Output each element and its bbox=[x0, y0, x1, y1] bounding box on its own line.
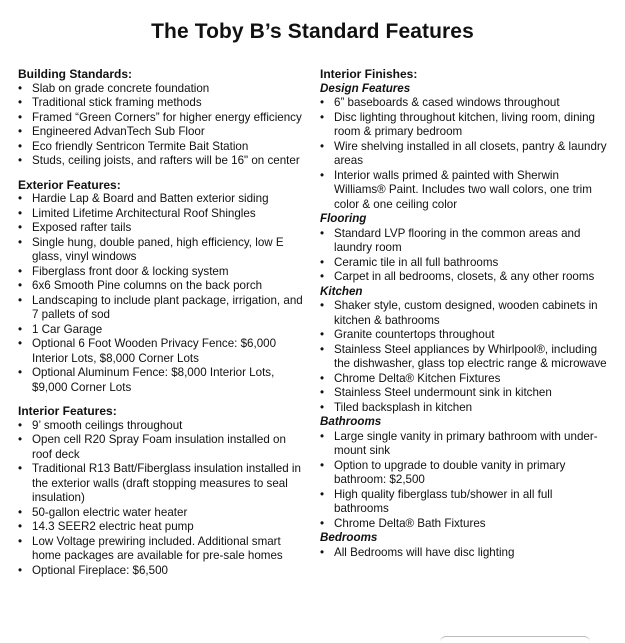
flooring-subheading: Flooring bbox=[320, 212, 367, 225]
list-item: • Landscaping to include plant package, irrigation, and 7 pallets of sod bbox=[18, 294, 308, 323]
list-item: • Traditional R13 Batt/Fiberglass insulation installed in the exterior walls (draft stopping measures to seal insulation) bbox=[18, 462, 308, 506]
list-item: • Disc lighting throughout kitchen, living room, dining room & primary bedroom bbox=[320, 111, 610, 140]
interior-features-heading: Interior Features: bbox=[18, 404, 117, 418]
building-standards-heading: Building Standards: bbox=[18, 67, 132, 81]
list-item: • Single hung, double paned, high efficiency, low E glass, vinyl windows bbox=[18, 236, 308, 265]
building-standards-section bbox=[18, 67, 308, 169]
list-item: • 14.3 SEER2 electric heat pump bbox=[18, 520, 308, 535]
bathrooms-list bbox=[320, 430, 610, 532]
list-item: • All Bedrooms will have disc lighting bbox=[320, 546, 610, 561]
list-item: • Optional Aluminum Fence: $8,000 Interior Lots, $9,000 Corner Lots bbox=[18, 366, 308, 395]
list-item: • Slab on grade concrete foundation bbox=[18, 82, 308, 97]
list-item: • Chrome Delta® Bath Fixtures bbox=[320, 517, 610, 532]
interior-finishes-heading: Interior Finishes: bbox=[320, 67, 418, 81]
list-item: • 6” baseboards & cased windows throughout bbox=[320, 96, 610, 111]
list-item: • Large single vanity in primary bathroom with under-mount sink bbox=[320, 430, 610, 459]
list-item: • 50-gallon electric water heater bbox=[18, 506, 308, 521]
flooring-list bbox=[320, 227, 610, 285]
list-item: • Interior walls primed & painted with Sherwin Williams® Paint. Includes two wall colors, one trim color & one ceiling color bbox=[320, 169, 610, 213]
list-item: • Traditional stick framing methods bbox=[18, 96, 308, 111]
interior-features-list bbox=[18, 419, 308, 579]
list-item: • Fiberglass front door & locking system bbox=[18, 265, 308, 280]
list-item: • Stainless Steel undermount sink in kitchen bbox=[320, 386, 610, 401]
list-item: • Granite countertops throughout bbox=[320, 328, 610, 343]
list-item: • Framed “Green Corners” for higher energy efficiency bbox=[18, 111, 308, 126]
list-item: • Limited Lifetime Architectural Roof Shingles bbox=[18, 207, 308, 222]
list-item: • Optional 6 Foot Wooden Privacy Fence: $6,000 Interior Lots, $8,000 Corner Lots bbox=[18, 337, 308, 366]
list-item: • Wire shelving installed in all closets, pantry & laundry areas bbox=[320, 140, 610, 169]
list-item: • Chrome Delta® Kitchen Fixtures bbox=[320, 372, 610, 387]
list-item: • Engineered AdvanTech Sub Floor bbox=[18, 125, 308, 140]
kitchen-subheading: Kitchen bbox=[320, 284, 363, 298]
list-item: • 6x6 Smooth Pine columns on the back porch bbox=[18, 279, 308, 294]
left-column bbox=[18, 67, 308, 587]
list-item: • Optional Fireplace: $6,500 bbox=[18, 564, 308, 579]
bedrooms-list bbox=[320, 546, 610, 561]
design-features-list bbox=[320, 96, 610, 212]
list-item: • Carpet in all bedrooms, closets, & any other rooms bbox=[320, 270, 610, 285]
list-item: • Standard LVP flooring in the common areas and laundry room bbox=[320, 227, 610, 256]
list-item: • Ceramic tile in all full bathrooms bbox=[320, 256, 610, 271]
bottom-divider bbox=[440, 636, 590, 643]
list-item: • Stainless Steel appliances by Whirlpool®, including the dishwasher, glass top electric range & microwave bbox=[320, 343, 610, 372]
list-item: • 1 Car Garage bbox=[18, 323, 308, 338]
page-title: The Toby B’s Standard Features bbox=[151, 20, 474, 43]
exterior-features-list bbox=[18, 192, 308, 395]
list-item: • Open cell R20 Spray Foam insulation installed on roof deck bbox=[18, 433, 308, 462]
bedrooms-subheading: Bedrooms bbox=[320, 531, 378, 544]
right-column bbox=[320, 67, 610, 560]
kitchen-list bbox=[320, 299, 610, 415]
interior-features-section bbox=[18, 404, 308, 578]
list-item: • Eco friendly Sentricon Termite Bait Station bbox=[18, 140, 308, 155]
list-item: • Option to upgrade to double vanity in primary bathroom: $2,500 bbox=[320, 459, 610, 488]
list-item: • Studs, ceiling joists, and rafters will be 16" on center bbox=[18, 154, 308, 169]
design-features-subheading: Design Features bbox=[320, 81, 411, 95]
list-item: • 9’ smooth ceilings throughout bbox=[18, 419, 308, 434]
building-standards-list bbox=[18, 82, 308, 169]
list-item: • Hardie Lap & Board and Batten exterior siding bbox=[18, 192, 308, 207]
exterior-features-section bbox=[18, 178, 308, 396]
exterior-features-heading: Exterior Features: bbox=[18, 177, 121, 192]
bathrooms-subheading: Bathrooms bbox=[320, 415, 382, 428]
list-item: • Tiled backsplash in kitchen bbox=[320, 401, 610, 416]
list-item: • High quality fiberglass tub/shower in all full bathrooms bbox=[320, 488, 610, 517]
list-item: • Low Voltage prewiring included. Additional smart home packages are available for pre-sale homes bbox=[18, 535, 308, 564]
list-item: • Exposed rafter tails bbox=[18, 221, 308, 236]
list-item: • Shaker style, custom designed, wooden cabinets in kitchen & bathrooms bbox=[320, 299, 610, 328]
